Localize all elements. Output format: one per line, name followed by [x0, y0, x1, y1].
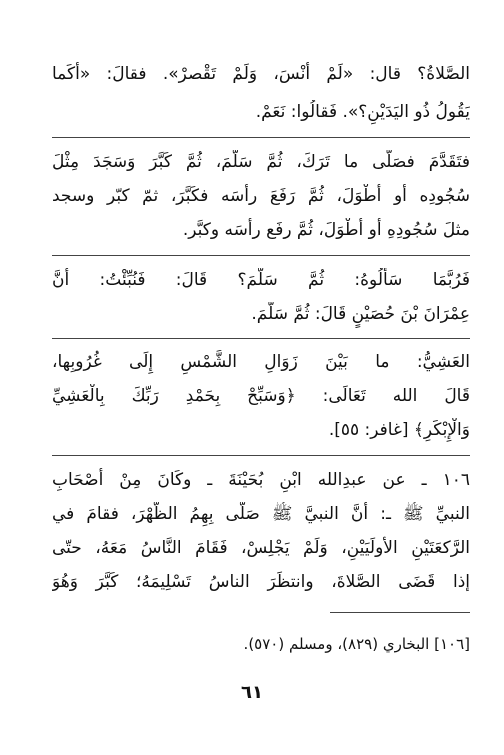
text-line: مثلَ سُجُودِهِ أو أطْوَلَ، ثُمَّ رفَع رأسَه وكبَّر. — [182, 220, 470, 240]
text-line: فَرُبَّمَا سَأَلُوهُ: ثُمَّ سَلَّمَ؟ قَالَ: فَنُبِّئْتُ: أَنَّ — [52, 270, 470, 290]
paragraph-divider — [52, 137, 470, 138]
text-line: وَالْإِبْكَرِ﴾ [غافر: ٥٥]. — [328, 420, 470, 440]
hadith-line: ١٠٦ ـ عن عبدِالله ابْنِ بُحَيْنَةَ ـ وكَانَ مِنْ أَصْحَابِ — [52, 470, 470, 490]
text-line: قَالَ الله تَعَالَى: ﴿وَسَبِّحْ بِحَمْدِ رَبِّكَ بِالْعَشِيِّ — [52, 386, 470, 406]
footnote: [١٠٦] البخاري (٨٢٩)، ومسلم (٥٧٠). — [243, 635, 470, 653]
text-line: الصَّلاةُ؟ قال: «لَمْ أَنْسَ، وَلَمْ تَقْصرْ». فقالَ: «أَكَما — [52, 64, 470, 84]
hadith-line: النبيِّ ﷺ ـ: أَنَّ النبيَّ ﷺ صَلَّى بِهِمُ الظُّهْرَ، فقامَ في — [52, 504, 470, 524]
paragraph-divider — [52, 338, 470, 339]
hadith-line: إذا قَضَى الصَّلاةَ، وانتظَرَ الناسُ تَسْلِيمَهُ؛ كَبَّرَ وَهُوَ — [52, 572, 470, 592]
paragraph-divider — [52, 455, 470, 456]
text-line: فتَقَدَّمَ فصَلَّى ما تَرَكَ، ثُمَّ سَلَّمَ، ثُمَّ كَبَّرَ وَسَجَدَ مِثْلَ — [52, 152, 470, 172]
footnote-separator — [330, 612, 470, 613]
text-line: عِمْرَانَ بْنَ حُصَيْنٍ قَالَ: ثُمَّ سَلَّمَ. — [251, 304, 470, 324]
text-line: سُجُودِه أو أطْوَلَ، ثُمَّ رَفَعَ رأسَه فكَبَّرَ، ثمّ كبّر وسجد — [52, 186, 470, 206]
paragraph-divider — [52, 255, 470, 256]
text-line: العَشِيُّ: ما بَيْنَ زَوَالِ الشَّمْسِ إِلَى غُرُوبِها، — [52, 352, 470, 372]
hadith-line: الرَّكعَتَيْنِ الأُولَيَيْنِ، وَلَمْ يَجْلِسْ، فَقَامَ النَّاسُ مَعَهُ، حتّى — [52, 538, 470, 558]
text-line: يَقُولُ ذُو اليَدَيْنِ؟». فَقالُوا: نَعَمْ. — [255, 102, 470, 122]
page-number: ٦١ — [241, 682, 263, 703]
